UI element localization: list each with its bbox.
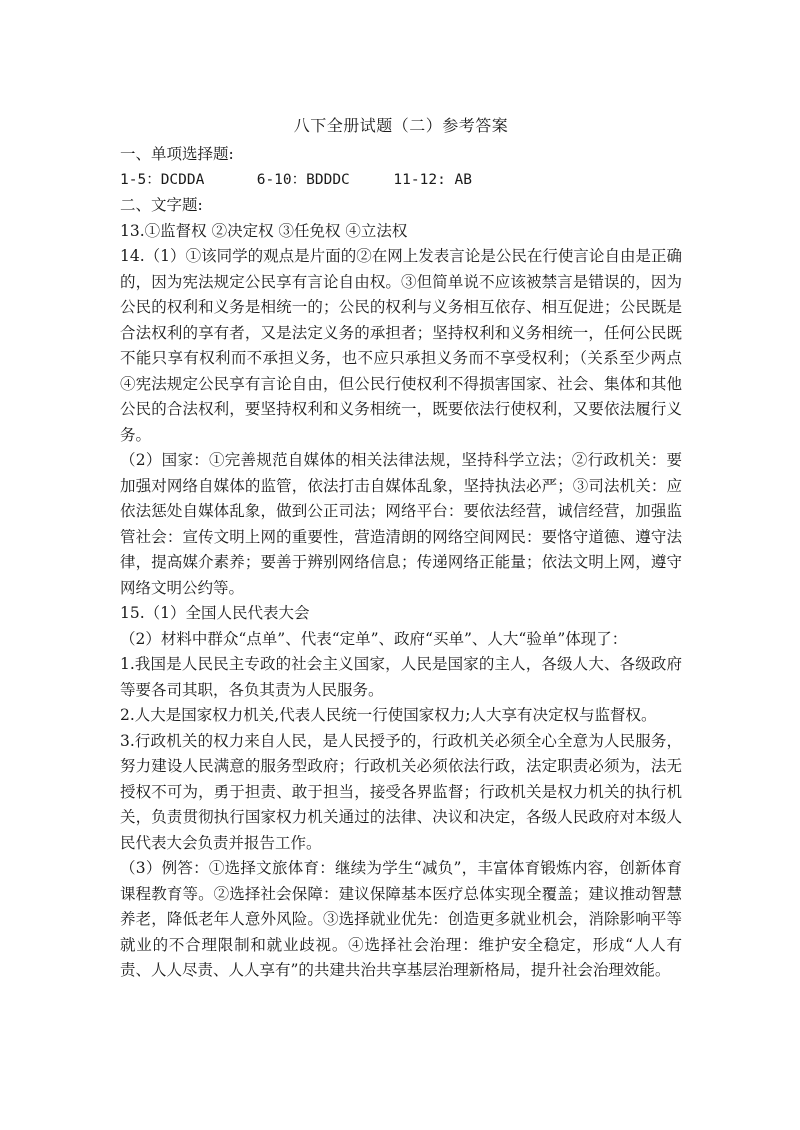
section-heading-choice: 一、单项选择题:: [120, 145, 234, 163]
answer-14-part-1: 14.（1）①该同学的观点是片面的②在网上发表言论是公民在行使言论自由是正确的，因为宪法规定公民享有言论自由权。③但简单说不应该被禁言是错误的，因为公民的权利和义务是相统一的；公民的权利与义务相互依存、相互促进；公民既是合法权利的享有者，又是法定义务的承担者；坚持权利和义务相统一，任何公民既不能只享有权利而不承担义务，也不应只承担义务而不享受权利；（关系至少两点④宪法规定公民享有言论自由，但公民行使权利不得损害国家、社会、集体和其他公民的合法权利，要坚持权利和义务相统一，既要依法行使权利，又要依法履行义务。: [120, 247, 682, 444]
answer-15-part-2-point-1: 1.我国是人民民主专政的社会主义国家，人民是国家的主人，各级人大、各级政府等要各司其职，各负其责为人民服务。: [120, 655, 682, 699]
choice-answers: 1-5：DCDDA 6-10：BDDDC 11-12: AB: [120, 171, 473, 188]
answer-15-part-1: 15.（1）全国人民代表大会: [120, 604, 310, 622]
answer-sheet: [120, 112, 682, 984]
answer-15-part-3: （3）例答：①选择文旅体育：继续为学生“减负”，丰富体育锻炼内容，创新体育课程教育等。②选择社会保障：建议保障基本医疗总体实现全覆盖；建议推动智慧养老，降低老年人意外风险。③选择就业优先：创造更多就业机会，消除影响平等就业的不合理限制和就业歧视。④选择社会治理：维护安全稳定，形成“人人有责、人人尽责、人人享有”的共建共治共享基层治理新格局，提升社会治理效能。: [120, 859, 682, 979]
answer-15-part-2-point-2: 2.人大是国家权力机关,代表人民统一行使国家权力;人大享有决定权与监督权。: [120, 706, 657, 724]
answer-15-part-2-intro: （2）材料中群众“点单”、代表“定单”、政府“买单”、人大“验单”体现了：: [120, 629, 628, 648]
answer-13: 13.①监督权 ②决定权 ③任免权 ④立法权: [120, 221, 408, 240]
page-title: 八下全册试题（二）参考答案: [293, 116, 509, 135]
answer-15-part-2-point-3: 3.行政机关的权力来自人民，是人民授予的，行政机关必须全心全意为人民服务，努力建设人民满意的服务型政府；行政机关必须依法行政，法定职责必须为，法无授权不可为，勇于担责、敢于担当，接受各界监督；行政机关是权力机关的执行机关，负责贯彻执行国家权力机关通过的法律、决议和决定，各级人民政府对本级人民代表大会负责并报告工作。: [120, 731, 682, 852]
section-heading-text: 二、文字题:: [120, 196, 203, 214]
answer-14-part-2: （2）国家：①完善规范自媒体的相关法律法规，坚持科学立法；②行政机关：要加强对网络自媒体的监管，依法打击自媒体乱象，坚持执法必严；③司法机关：应依法惩处自媒体乱象，做到公正司法；网络平台：要依法经营，诚信经营，加强监管社会：宣传文明上网的重要性，营造清朗的网络空间网民：要恪守道德、遵守法律，提高媒介素养；要善于辨别网络信息；传递网络正能量；依法文明上网，遵守网络文明公约等。: [120, 451, 682, 597]
